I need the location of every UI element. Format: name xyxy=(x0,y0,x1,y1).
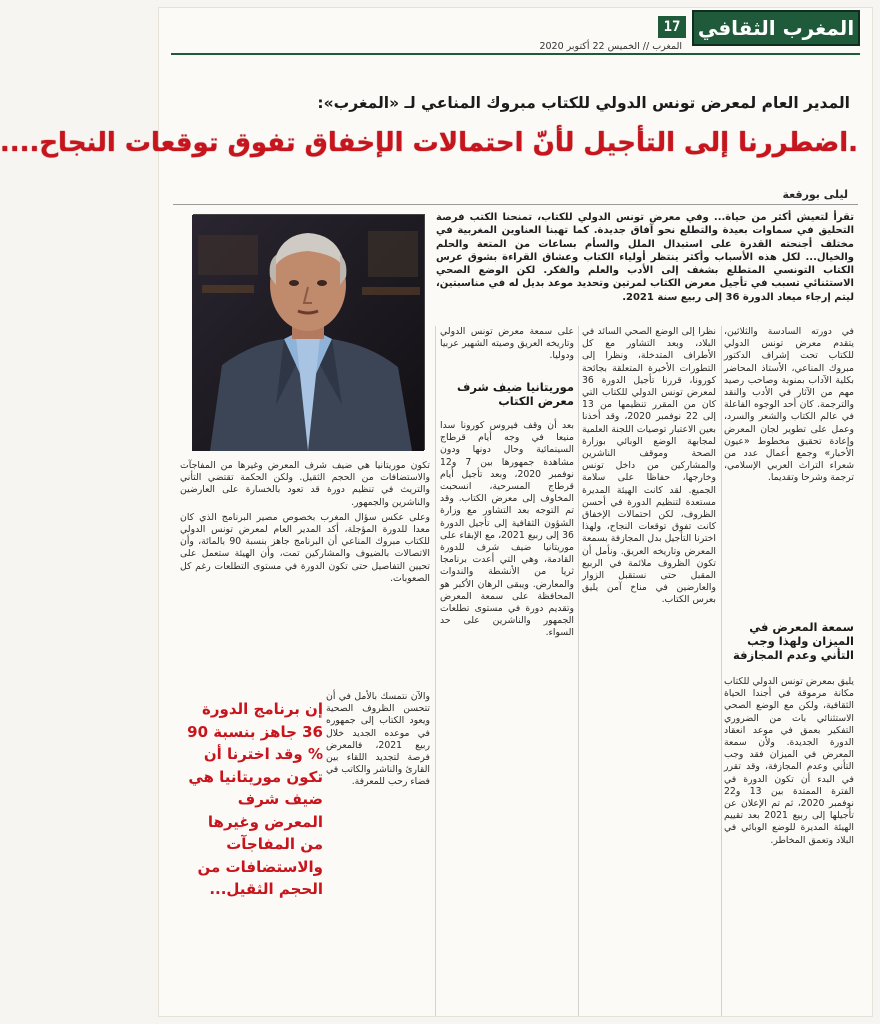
portrait-photo xyxy=(193,214,425,450)
column-4-paragraph-2: وعلى عكس سؤال المغرب بخصوص مصير البرنامج الذي كان معدا للدورة المؤجلة، أكد المدير العام لمعرض تونس الدولي للكتاب مبروك المناعي أن البرنامج جاهز بنسبة 90 بالمائة، وأن الاتصالات بالضيوف والمشاركين تمت، وأن الهيئة ستعمل على تحيين التفاصيل حتى تكون الدورة في مستوى التطلعات رغم كل الصعوبات. xyxy=(180,511,431,584)
column-3-text: على سمعة معرض تونس الدولي وتاريخه العريق وصيته الشهير عربيا ودوليا. xyxy=(440,326,574,362)
column-4-text xyxy=(180,460,430,686)
column-4-paragraph-1: تكون موريتانيا هي ضيف شرف المعرض وغيرها من المفاجآت والاستضافات من الحجم الثقيل. ولكن الحكمة تقتضي التأني والتريث في تنظيم دورة قد تعود بالخسارة على العارضين والناشرين والجمهور. xyxy=(180,460,430,508)
page-number: 17 xyxy=(658,16,686,38)
folio-date: المغرب // الخميس 22 أكتوبر 2020 xyxy=(539,41,682,52)
portrait-image xyxy=(192,215,424,451)
subhead-pavilion: موريتانيا ضيف شرف معرض الكتاب xyxy=(457,380,574,408)
newspaper-page xyxy=(0,8,872,1016)
article-intro: تقرأ لتعيش أكثر من حياة... وفي معرض تونس الدولي للكتاب، تمنحنا الكتب فرصة التحليق في سماوات بعيدة والتطلع نحو آفاق جديدة. كما تهبنا العناوين المغربية في مختلف أجنحته القدرة على استبدال الملل والسأم بساعات من المتعة والحلم والخيال... لكل هذه الأسباب وأكثر ينتظر أولياء الكتاب وعشاق القراءة بشوق عرس الكتاب التونسي المتطلع بشغف إلى الأدب والعلم والفكر. لكن الوضع الصحي الاستثنائي تسبب في تأجيل معرض الكتاب لمرتين وتحديد موعد بديل له في مناسبتين، ليتم إرجاء ميعاد الدورة 36 إلى ربيع سنة 2021. xyxy=(436,212,854,303)
column-1-text: في دورته السادسة والثلاثين، يتقدم معرض تونس الدولي للكتاب تحت إشراف الدكتور مبروك المناعي، الأستاذ المحاضر بكلية الآداب بمنوبة وصاحب رصيد مهم من الآثار في الأدب والنقد والترجمة. كان أحد الوجوه الفاعلة في عالم الكتاب والشعر والسرد، وعمل على تطوير لجان المعرض وإعادة تحقيق مخطوط «عيون الأخبار» وجمع أعمال عدد من شعراء التراث العربي الإسلامي، ترجمة وشرحا وتقديما. xyxy=(724,326,854,484)
column-2-text: نظرا إلى الوضع الصحي السائد في البلاد، وبعد التشاور مع كل الأطراف المتدخلة، ونظرا إلى التطورات الأخيرة المتعلقة بجائحة كورونا، قررنا تأجيل الدورة 36 لمعرض تونس الدولي للكتاب التي كان من المقرر تنظيمها من 13 إلى 22 نوفمبر 2020، وقد أخذنا بعين الاعتبار توصيات اللجنة العلمية لمجابهة الوضع الوبائي بوزارة الصحة وموقف الناشرين والمشاركين من داخل تونس وخارجها، حفاظا على سلامة الجميع. لقد كانت الهيئة المديرة مستعدة لتنظيم الدورة في أحسن الظروف، لكن احتمالات الإخفاق كانت تفوق توقعات النجاح، ولهذا اخترنا التأجيل بدل المجازفة بسمعة المعرض وتاريخه العريق. ونأمل أن تكون الظروف ملائمة في الربيع المقبل حتى نستقبل الزوار والعارضين في مناخ آمن يليق بعرس الكتاب. xyxy=(582,326,716,606)
faint-bleed-through xyxy=(199,14,499,34)
section-title: المغرب الثقافي xyxy=(692,10,860,46)
column-1-continued-text: يليق بمعرض تونس الدولي للكتاب مكانة مرموقة في أجندا الحياة الثقافية، ولكن مع الوضع الصحي الاستثنائي بات من الضروري التفكير بعمق في موعد انعقاد الدورة الجديدة. ولأن سمعة المعرض في الميزان فقد وجب التأني وعدم المجازفة، وقد تقرر في البدء أن تكون الدورة في الفترة الممتدة بين 13 و22 نوفمبر 2020، ثم تم الإعلان عن تأجيلها إلى ربيع 2021 بعد تقييم الهيئة المديرة للوضع الوبائي في البلاد وتعمق المخاطر. xyxy=(724,676,855,846)
headline-rule xyxy=(173,204,858,205)
article-byline: ليلى بورقعة xyxy=(782,188,848,201)
pull-quote: إن برنامج الدورة 36 جاهز بنسبة 90 % وقد اخترنا أن تكون موريتانيا هي ضيف شرف المعرض وغيرها من المفاجآت والاستضافات من الحجم الثقيل... xyxy=(187,700,323,898)
column-4-bottom-text: والآن نتمسك بالأمل في أن تتحسن الظروف الصحية ويعود الكتاب إلى جمهوره في موعده الجديد خلال ربيع 2021، فالمعرض فرصة لتجديد اللقاء بين القارئ والناشر والكاتب في فضاء رحب للمعرفة. xyxy=(326,691,430,788)
column-3-continued-text: بعد أن وقف فيروس كورونا سدا منيعا في وجه أيام قرطاج السينمائية وحال دونها ودون مشاهدة جمهورها بين 7 و12 نوفمبر 2020، وبعد تأجيل أيام قرطاج المسرحية، انسحبت المخاوف إلى معرض الكتاب. وقد تم التوجه بعد التشاور مع وزارة الشؤون الثقافية إلى تأجيل الدورة 36 إلى ربيع 2021، مع الإبقاء على موريتانيا ضيف شرف للدورة القادمة، وهي التي أعدت برنامجا ثريا من الأنشطة والندوات والمعارض. ويبقى الرهان الأكبر هو المحافظة على سمعة المعرض وتقديم دورة في مستوى تطلعات الجمهور والناشرين على حد السواء. xyxy=(440,420,574,639)
article-headline: .اضطررنا إلى التأجيل لأنّ احتمالات الإخفاق تفوق توقعات النجاح.... xyxy=(0,128,858,158)
column-divider xyxy=(578,326,579,1016)
column-divider xyxy=(721,326,722,1016)
subhead-reputation: سمعة المعرض في الميزان ولهذا وجب التأني وعدم المجازفة xyxy=(732,620,854,662)
article-kicker: المدير العام لمعرض تونس الدولي للكتاب مبروك المناعي لـ «المغرب»: xyxy=(317,94,850,112)
header-rule xyxy=(171,53,860,55)
column-divider xyxy=(435,326,436,1016)
